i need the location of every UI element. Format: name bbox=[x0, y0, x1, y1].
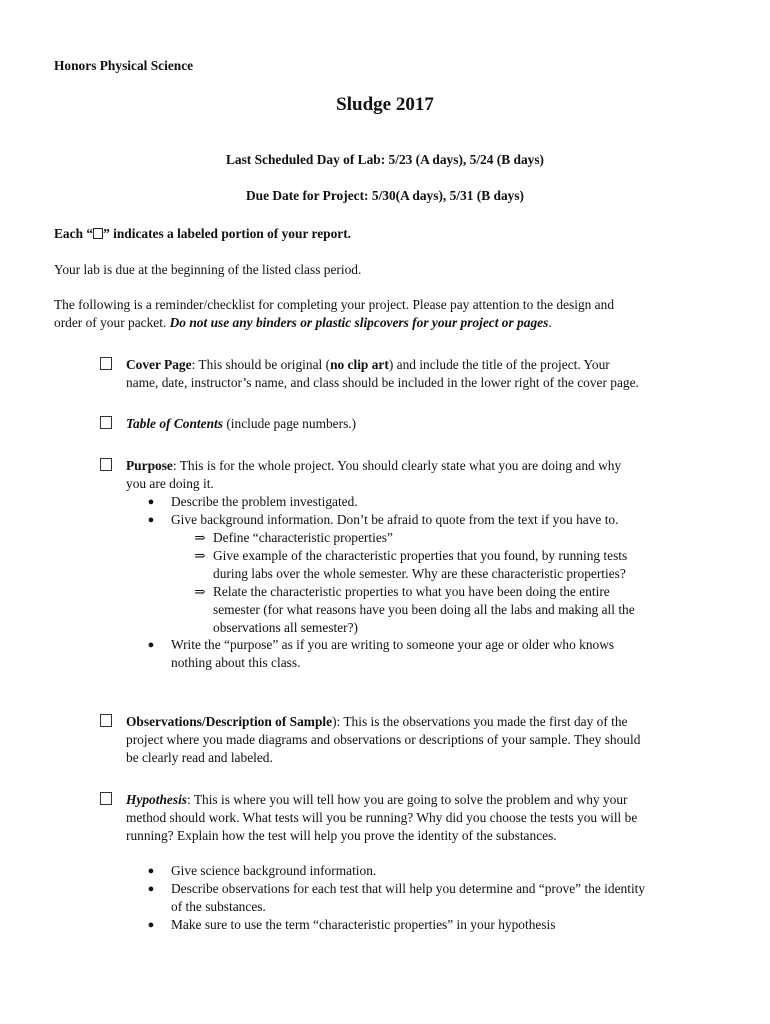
checkbox-note-pre: Each “ bbox=[54, 226, 94, 241]
cover-page-checkbox[interactable] bbox=[100, 357, 112, 370]
purpose-line-2: you are doing it. bbox=[126, 476, 214, 491]
intro-emphasis: Do not use any binders or plastic slipcovers for your project or pages bbox=[169, 315, 549, 330]
project-due-date: Due Date for Project: 5/30(A days), 5/31 (B days) bbox=[245, 188, 525, 203]
purpose-text: : This is for the whole project. You should clearly state what you are doing and why bbox=[172, 458, 622, 473]
checkbox-note bbox=[54, 225, 351, 243]
toc-checkbox[interactable] bbox=[100, 416, 112, 429]
hypothesis-checkbox[interactable] bbox=[100, 792, 112, 805]
purpose-bullet-3-line-1: Write the “purpose” as if you are writing to someone your age or older who knows bbox=[171, 637, 615, 652]
bullet-icon: ● bbox=[147, 883, 155, 895]
cover-page-line-2: name, date, instructor’s name, and class should be included in the lower right of the cover page. bbox=[126, 375, 639, 390]
intro-end: . bbox=[548, 315, 552, 330]
arrow-icon: ⇒ bbox=[194, 530, 206, 545]
purpose-bullet-3-line-2: nothing about this class. bbox=[171, 655, 301, 670]
cover-page-text: : This should be original ( bbox=[191, 357, 331, 372]
cover-page-heading: Cover Page bbox=[126, 357, 192, 372]
purpose-bullet-1: Describe the problem investigated. bbox=[171, 494, 358, 509]
hypothesis-bullet-3: Make sure to use the term “characteristic properties” in your hypothesis bbox=[171, 917, 556, 932]
purpose-checkbox[interactable] bbox=[100, 458, 112, 471]
toc-text: (include page numbers.) bbox=[222, 416, 357, 431]
arrow-icon: ⇒ bbox=[194, 584, 206, 599]
document-title: Sludge 2017 bbox=[336, 94, 434, 115]
observations-line-1 bbox=[126, 713, 726, 731]
toc-heading: Table of Contents bbox=[126, 416, 223, 431]
purpose-heading: Purpose bbox=[126, 458, 173, 473]
purpose-arrow-3-line-3: observations all semester?) bbox=[213, 620, 359, 635]
observations-line-2: project where you made diagrams and observations or descriptions of your sample. They should bbox=[126, 732, 641, 747]
purpose-arrow-3-line-2: semester (for what reasons have you been doing all the labs and making all the bbox=[213, 602, 635, 617]
observations-text: ): This is the observations you made the first day of the bbox=[332, 714, 628, 729]
purpose-bullet-2: Give background information. Don’t be afraid to quote from the text if you have to. bbox=[171, 512, 619, 527]
intro-line-2 bbox=[54, 314, 552, 332]
purpose-arrow-3-line-1: Relate the characteristic properties to what you have been doing the entire bbox=[213, 584, 610, 599]
hypothesis-heading: Hypothesis bbox=[126, 792, 188, 807]
toc-line bbox=[126, 415, 726, 433]
bullet-icon: ● bbox=[147, 865, 155, 877]
observations-checkbox[interactable] bbox=[100, 714, 112, 727]
intro-line-1: The following is a reminder/checklist for completing your project. Please pay attention to the design and bbox=[54, 297, 615, 312]
hypothesis-line-1 bbox=[126, 791, 726, 809]
checkbox-note-post: ” indicates a labeled portion of your report. bbox=[103, 226, 352, 241]
hypothesis-text: : This is where you will tell how you are going to solve the problem and why your bbox=[187, 792, 628, 807]
arrow-icon: ⇒ bbox=[194, 548, 206, 563]
course-name: Honors Physical Science bbox=[54, 58, 194, 73]
bullet-icon: ● bbox=[147, 919, 155, 931]
cover-page-line-1 bbox=[126, 356, 726, 374]
purpose-line-1 bbox=[126, 457, 726, 475]
purpose-arrow-1: Define “characteristic properties” bbox=[213, 530, 393, 545]
purpose-arrow-2-line-1: Give example of the characteristic properties that you found, by running tests bbox=[213, 548, 628, 563]
bullet-icon: ● bbox=[147, 496, 155, 508]
cover-page-text-2: ) and include the title of the project. Your bbox=[388, 357, 610, 372]
observations-line-3: be clearly read and labeled. bbox=[126, 750, 273, 765]
hypothesis-bullet-1: Give science background information. bbox=[171, 863, 377, 878]
observations-heading: Observations/Description of Sample bbox=[126, 714, 333, 729]
bullet-icon: ● bbox=[147, 514, 155, 526]
hypothesis-line-3: running? Explain how the test will help you prove the identity of the substances. bbox=[126, 828, 557, 843]
intro-plain: order of your packet. bbox=[54, 315, 170, 330]
bullet-icon: ● bbox=[147, 639, 155, 651]
hypothesis-line-2: method should work. What tests will you be running? Why did you choose the tests you will be bbox=[126, 810, 638, 825]
purpose-arrow-2-line-2: during labs over the whole semester. Why are these characteristic properties? bbox=[213, 566, 626, 581]
last-lab-date: Last Scheduled Day of Lab: 5/23 (A days), 5/24 (B days) bbox=[225, 152, 545, 167]
hypothesis-bullet-2-line-2: of the substances. bbox=[171, 899, 266, 914]
checkbox-icon bbox=[93, 228, 103, 239]
no-clip-art: no clip art bbox=[330, 357, 389, 372]
due-note: Your lab is due at the beginning of the listed class period. bbox=[54, 262, 362, 277]
hypothesis-bullet-2-line-1: Describe observations for each test that will help you determine and “prove” the identity bbox=[171, 881, 646, 896]
